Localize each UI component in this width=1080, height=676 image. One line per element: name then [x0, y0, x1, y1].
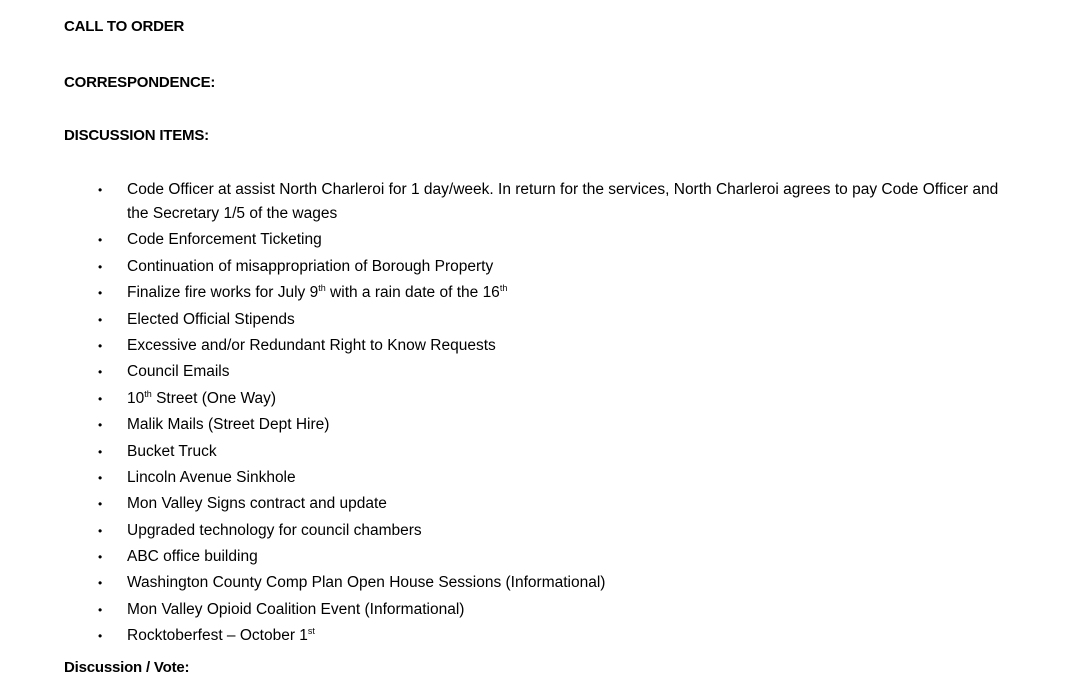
list-item-text: 10th Street (One Way) [127, 388, 277, 407]
list-item-text: Bucket Truck [127, 442, 217, 460]
list-item [96, 281, 1036, 305]
list-item-text: Council Emails [127, 363, 230, 381]
correspondence-heading: CORRESPONDENCE: [64, 74, 216, 91]
bullet-icon: • [98, 286, 103, 301]
bullet-icon: • [98, 602, 103, 617]
list-item-text: Code Officer at assist North Charleroi for 1 day/week. In return for the services, North Charleroi agrees to pay Code Officer and the Secretary 1/5 of the wages [127, 181, 999, 222]
list-item [96, 360, 1036, 384]
list-item-text: Lincoln Avenue Sinkhole [127, 468, 296, 486]
bullet-icon: • [98, 470, 103, 485]
bullet-icon: • [98, 338, 103, 353]
bullet-icon: • [98, 391, 103, 406]
list-item-text: ABC office building [127, 548, 258, 566]
bullet-icon: • [98, 183, 103, 197]
list-item-text: Excessive and/or Redundant Right to Know Requests [127, 336, 496, 354]
list-item-text: Finalize fire works for July 9th with a rain date of the 16th [127, 283, 508, 302]
list-item [96, 308, 1036, 332]
list-item-text: Mon Valley Opioid Coalition Event (Informational) [127, 600, 465, 618]
list-item-text: Washington County Comp Plan Open House Sessions (Informational) [127, 574, 606, 592]
bullet-icon: • [98, 576, 103, 591]
list-item [96, 178, 1007, 226]
list-item-text: Malik Mails (Street Dept Hire) [127, 416, 330, 434]
list-item [96, 387, 1036, 411]
list-item [96, 624, 1036, 648]
list-item-text: Rocktoberfest – October 1st [127, 626, 315, 645]
list-item [96, 413, 1036, 437]
list-item [96, 228, 1036, 252]
bullet-icon: • [98, 365, 103, 380]
list-item [96, 519, 1036, 543]
discussion-vote-heading: Discussion / Vote: [64, 659, 190, 676]
list-item [96, 598, 1036, 622]
discussion-items-list [96, 178, 1036, 651]
bullet-icon: • [98, 259, 103, 274]
list-item-text: Elected Official Stipends [127, 310, 295, 328]
bullet-icon: • [98, 523, 103, 538]
list-item-text: Continuation of misappropriation of Borough Property [127, 257, 494, 275]
discussion-items-heading: DISCUSSION ITEMS: [64, 127, 209, 144]
list-item [96, 466, 1036, 490]
list-item [96, 440, 1036, 464]
list-item-text: Code Enforcement Ticketing [127, 231, 322, 249]
list-item [96, 334, 1036, 358]
list-item-text: Upgraded technology for council chambers [127, 521, 422, 539]
list-item [96, 255, 1036, 279]
bullet-icon: • [98, 312, 103, 327]
bullet-icon: • [98, 550, 103, 565]
list-item [96, 545, 1036, 569]
bullet-icon: • [98, 629, 103, 644]
call-to-order-heading: CALL TO ORDER [64, 18, 185, 35]
bullet-icon: • [98, 444, 103, 459]
bullet-icon: • [98, 233, 103, 248]
bullet-icon: • [98, 418, 103, 433]
list-item [96, 492, 1036, 516]
bullet-icon: • [98, 497, 103, 512]
list-item-text: Mon Valley Signs contract and update [127, 495, 387, 513]
list-item [96, 571, 1036, 595]
